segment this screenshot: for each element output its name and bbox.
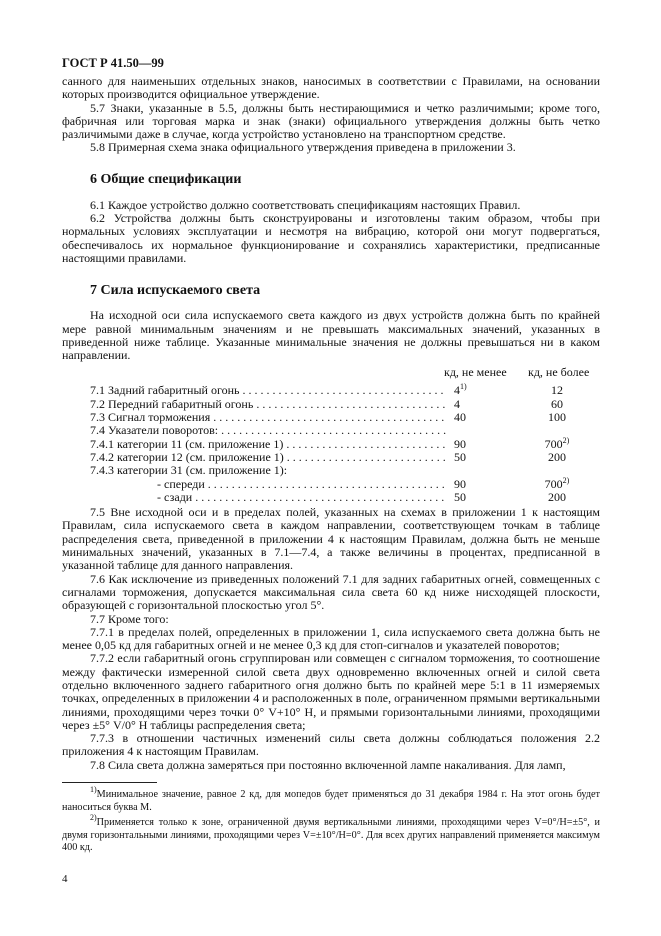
table-row	[62, 435, 600, 451]
paragraph-5-7: 5.7 Знаки, указанные в 5.5, должны быть нестирающимися и четко различимыми; кроме того, фабричная или торговая марка и знак (знаки) официального утверждения должны быть четко различимыми даже в случае, когда устройство установлено на транспортном средстве.	[62, 100, 600, 142]
paragraph-6-1: 6.1 Каждое устройство должно соответствовать спецификациям настоящих Правил.	[90, 197, 521, 212]
min-value: 90	[454, 476, 466, 491]
max-value: 700$^{2)}$	[544, 475, 570, 491]
footnote-1: $^{1)}$Минимальное значение, равное 2 кд, для мопедов будет применяться до 31 декабря 1984 г. На этот огонь будет наноситься буква М.	[62, 785, 600, 813]
min-value: 4	[454, 396, 460, 411]
section-7-heading: 7 Сила испускаемого света	[90, 283, 261, 299]
row-label: - спереди . . .	[157, 478, 446, 491]
row-label: 7.3 Сигнал торможения . . .	[90, 411, 446, 424]
table-row	[62, 411, 600, 424]
max-value: 200	[548, 489, 566, 504]
footnote-2: $^{2)}$Применяется только к зоне, ограниченной двумя вертикальными линиями, проходящими через V=0°/H=±5°, и двумя горизонтальными линиями, проходящими через V=±10°/H=0°. Для всех других направлений применяется максимум 400 кд.	[62, 813, 600, 854]
paragraph-7-6: 7.6 Как исключение из приведенных положений 7.1 для задних габаритных огней, совмещенных с сигналами торможения, допускается максимальная сила света 60 кд ниже нисходящей плоскости, образующей с горизонтальной плоскостью угол 5°.	[62, 571, 600, 613]
table-row	[62, 384, 600, 397]
row-label: 7.4.3 категории 31 (см. приложение 1):	[90, 464, 288, 478]
row-label: 7.4 Указатели поворотов: . . .	[90, 424, 446, 437]
intro-block	[62, 75, 600, 155]
section-7-intro	[62, 309, 600, 362]
table-row	[62, 475, 600, 491]
min-value: 50	[454, 449, 466, 464]
paragraph-7-5: 7.5 Вне исходной оси и в пределах полей, указанных на схемах в приложении 1 к настоящим Правилам, сила испускаемого света в каждом направлении, соответствующем точкам в таблице распределения света, приведенной в приложении 4 к настоящим Правилам, должна быть не меньше минимальных значений, указанных в 7.1—7.4, а также величины в процентах, предписанной в указанной таблице для данного направления.	[62, 505, 600, 573]
table-row	[62, 464, 600, 477]
table-row	[62, 424, 600, 437]
row-label: 7.2 Передний габаритный огонь . . .	[90, 398, 446, 411]
min-value: 40	[454, 410, 466, 425]
table-header	[62, 366, 600, 380]
min-value: 90	[454, 436, 466, 451]
min-value: 4$^{1)}$	[454, 382, 467, 398]
row-label: 7.1 Задний габаритный огонь . . .	[90, 384, 446, 397]
max-value: 60	[551, 396, 563, 411]
row-label: 7.4.1 категории 11 (см. приложение 1) . . .	[90, 438, 446, 451]
page-number: 4	[62, 872, 68, 885]
table-row	[62, 398, 600, 411]
column-header-min: кд, не менее	[444, 365, 507, 380]
max-value: 200	[548, 449, 566, 464]
paragraph-7-7-2: 7.7.2 если габаритный огонь сгруппирован или совмещен с сигналом торможения, то соотношение между фактически измеренной силой света двух одновременно включенных огней и силой света отдельно включенного заднего габаритного огня должно быть по крайней мере 5:1 в 11 измеряемых точках, определенных в приложении 4 и расположенных в поле, ограниченном прямыми вертикальными линиями, проходящими через точки 0° V+10° H, и прямыми горизонтальными линиями, проходящими через ±5° V/0° H таблицы распределения света;	[62, 651, 600, 732]
light-intensity-table	[62, 384, 600, 504]
min-value: 50	[454, 489, 466, 504]
section-6-body	[62, 199, 600, 265]
row-label: - сзади . . .	[157, 491, 446, 504]
section-7-body	[62, 506, 600, 772]
max-value: 700$^{2)}$	[544, 435, 570, 451]
section-6-heading: 6 Общие спецификации	[90, 171, 242, 187]
paragraph-6-2: 6.2 Устройства должны быть сконструированы и изготовлены таким образом, чтобы при нормальных условиях эксплуатации и несмотря на вибрацию, которой они могут подвергаться, обеспечивалось их нормальное функционирование и сохранялись характеристики, предписанные настоящими правилами.	[62, 211, 600, 265]
table-row	[62, 491, 600, 504]
paragraph-7-8: 7.8 Сила света должна замеряться при постоянно включенной лампе накаливания. Для ламп,	[90, 757, 566, 772]
paragraph-7-intro: На исходной оси сила испускаемого света каждого из двух устройств должна быть по крайней мере равной минимальным значениям и не превышать максимальных значений, указанных в приведенной ниже таблице. Указанные минимальные значения не должны превышаться ни в каком направлении.	[62, 308, 600, 363]
paragraph-7-7-1: 7.7.1 в пределах полей, определенных в приложении 1, сила испускаемого света должна быть не менее 0,05 кд для габаритных огней и не менее 0,3 кд для стоп-сигналов и указателей поворотов;	[62, 624, 600, 653]
column-header-max: кд, не более	[528, 365, 590, 380]
paragraph-continuation: санного для наименьших отдельных знаков, наносимых в соответствии с Правилами, на основании которых производится официальное утверждение.	[62, 74, 600, 102]
row-label: 7.4.2 категории 12 (см. приложение 1) . . .	[90, 451, 446, 464]
max-value: 100	[548, 410, 566, 425]
max-value: 12	[551, 383, 563, 398]
document-header: ГОСТ Р 41.50—99	[62, 56, 164, 70]
table-row	[62, 451, 600, 464]
paragraph-5-8: 5.8 Примерная схема знака официального утверждения приведена в приложении 3.	[90, 140, 516, 155]
footnote-divider	[62, 782, 157, 783]
paragraph-7-7-3: 7.7.3 в отношении частичных изменений силы света должны соблюдаться положения 2.2 приложения 4 к настоящим Правилам.	[62, 731, 600, 759]
paragraph-7-7: 7.7 Кроме того:	[90, 611, 169, 626]
footnotes	[62, 785, 600, 855]
